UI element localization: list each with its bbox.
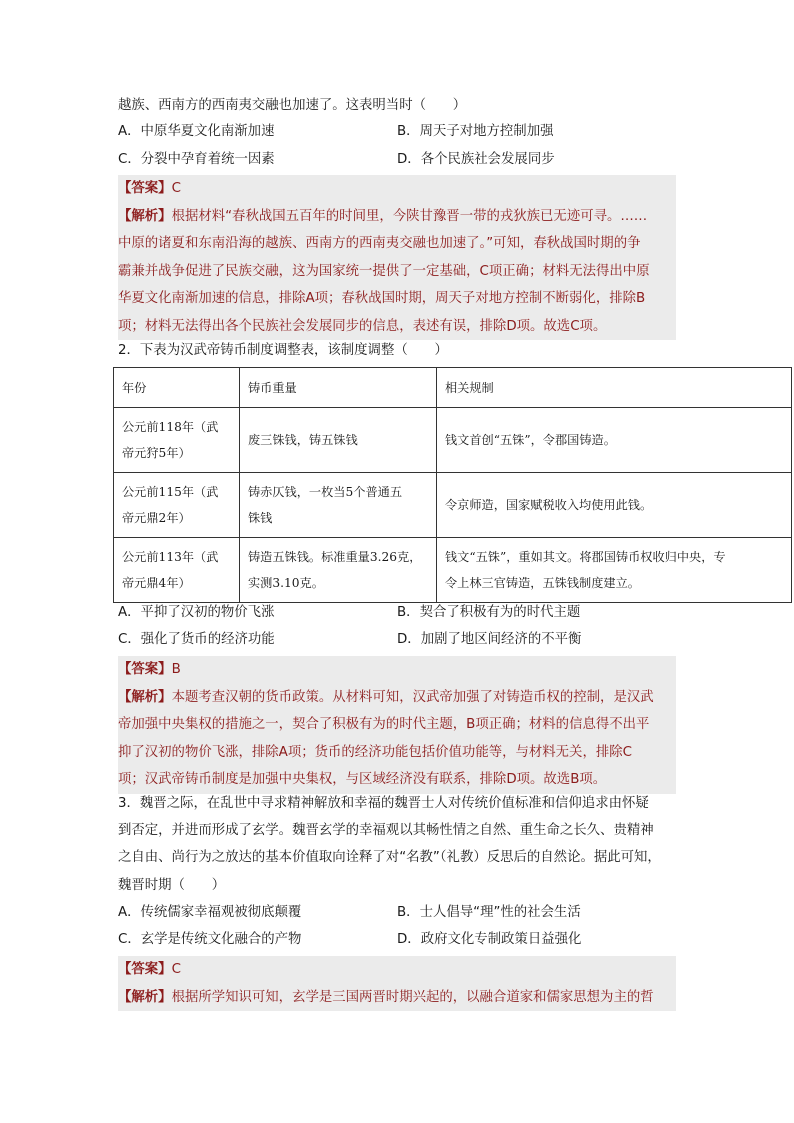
q2-option-a: A．平抑了汉初的物价飞涨 [118,605,275,620]
q3-answer-value: C [171,962,181,977]
q1-option-b: B．周天子对地方控制加强 [397,124,554,139]
table-cell-rules [437,408,792,473]
cell-line: 令上林三官铸造，五铢钱制度建立。 [445,576,640,590]
table-cell-year [114,538,240,603]
q2-option-d: D．加剧了地区间经济的不平衡 [397,632,582,647]
q1-answer-row [118,175,676,203]
q2-analysis-label: 【解析】 [118,689,172,705]
q2-option-c: C．强化了货币的经济功能 [118,632,275,647]
q3-stem-line: 之自由、尚行为之放达的基本价值取向诠释了对“名教”（礼教）反思后的自然论。据此可知， [118,850,661,865]
table-row [114,473,792,538]
q1-option-d: D．各个民族社会发展同步 [397,152,555,167]
table-header-row [114,368,792,408]
cell-line: 公元前113年（武 [122,550,219,564]
q1-option-c: C．分裂中孕育着统一因素 [118,152,275,167]
table-header-rules: 相关规制 [437,368,792,408]
q3-option-a: A．传统儒家幸福观被彻底颠覆 [118,905,302,920]
q1-stem-tail: 越族、西南方的西南夷交融也加速了。这表明当时（ ） [118,98,467,113]
q3-answer-label: 【答案】 [118,962,172,977]
q1-analysis-line: 中原的诸夏和东南沿海的越族、西南方的西南夷交融也加速了。”可知，春秋战国时期的争 [118,236,641,251]
cell-line: 公元前115年（武 [122,485,219,499]
table-header-year: 年份 [114,368,240,408]
q1-analysis-row [118,203,676,231]
cell-line: 帝元狩5年） [122,446,191,460]
cell-line: 帝元鼎4年） [122,576,191,590]
q1-answer-block [118,175,676,340]
q1-analysis-line: 根据材料“春秋战国五百年的时间里，今陕甘豫晋一带的戎狄族已无迹可寻。…… [171,208,648,224]
q3-stem-line: 魏晋时期（ ） [118,878,226,893]
q1-analysis-line: 霸兼并战争促进了民族交融，这为国家统一提供了一定基础，C项正确；材料无法得出中原 [118,263,650,279]
q1-analysis-label: 【解析】 [118,208,172,224]
q2-analysis-line: 帝加强中央集权的措施之一，契合了积极有为的时代主题，B项正确；材料的信息得不出平 [118,717,650,732]
q3-option-b: B．士人倡导“理”性的社会生活 [397,905,581,920]
table-row [114,538,792,603]
q2-answer-row [118,656,676,684]
q3-stem-line: 3．魏晋之际，在乱世中寻求精神解放和幸福的魏晋士人对传统价值标准和信仰追求由怀疑 [118,796,649,811]
q3-answer-row [118,956,676,984]
q3-analysis-label: 【解析】 [118,989,172,1005]
q2-stem: 2．下表为汉武帝铸币制度调整表，该制度调整（ ） [118,343,448,358]
q2-answer-block [118,656,676,794]
q3-stem-line: 到否定，并进而形成了玄学。魏晋玄学的幸福观以其畅性情之自然、重生命之长久、贵精神 [118,823,654,838]
cell-line: 废三铢钱，铸五铢钱 [248,433,358,447]
table-cell-year [114,408,240,473]
q2-answer-value: B [171,662,181,677]
cell-line: 令京师造，国家赋税收入均使用此钱。 [445,498,653,512]
q2-option-b: B．契合了积极有为的时代主题 [397,605,581,620]
cell-line: 铸赤仄钱，一枚当5个普通五 [248,485,403,499]
table-cell-year [114,473,240,538]
table-cell-weight [240,408,437,473]
table-row [114,408,792,473]
cell-line: 钱文首创“五铢”，令郡国铸造。 [445,433,616,447]
table-cell-weight [240,473,437,538]
q2-analysis-line: 抑了汉初的物价飞涨，排除A项；货币的经济功能包括价值功能等，与材料无关，排除C [118,744,632,760]
coin-reform-table [113,367,792,603]
q1-option-a: A．中原华夏文化南渐加速 [118,124,275,139]
table-cell-rules [437,538,792,603]
cell-line: 铢钱 [248,511,273,525]
q2-analysis-line: 本题考查汉朝的货币政策。从材料可知，汉武帝加强了对铸造币权的控制，是汉武 [171,689,654,705]
table-cell-weight [240,538,437,603]
q3-analysis-row [118,984,676,1012]
q3-analysis-line: 根据所学知识可知，玄学是三国两晋时期兴起的，以融合道家和儒家思想为主的哲 [171,989,654,1005]
q1-analysis-line: 华夏文化南渐加速的信息，排除A项；春秋战国时期，周天子对地方控制不断弱化，排除B [118,291,646,306]
q1-analysis-line: 项；材料无法得出各个民族社会发展同步的信息，表述有误，排除D项。故选C项。 [118,318,607,334]
q2-answer-label: 【答案】 [118,662,172,677]
q3-answer-block [118,956,676,1011]
cell-line: 公元前118年（武 [122,420,219,434]
q1-answer-value: C [171,181,181,196]
cell-line: 铸造五铢钱。标准重量3.26克， [248,550,422,564]
q2-analysis-line: 项；汉武帝铸币制度是加强中央集权，与区域经济没有联系，排除D项。故选B项。 [118,772,607,787]
cell-line: 实测3.10克。 [248,576,324,590]
q1-answer-label: 【答案】 [118,181,172,196]
cell-line: 钱文“五铢”，重如其文。将郡国铸币权收归中央，专 [445,550,726,564]
table-cell-rules [437,473,792,538]
q3-option-d: D．政府文化专制政策日益强化 [397,932,582,947]
q2-analysis-row [118,684,676,712]
table-header-weight: 铸币重量 [240,368,437,408]
q3-option-c: C．玄学是传统文化融合的产物 [118,932,302,947]
cell-line: 帝元鼎2年） [122,511,191,525]
